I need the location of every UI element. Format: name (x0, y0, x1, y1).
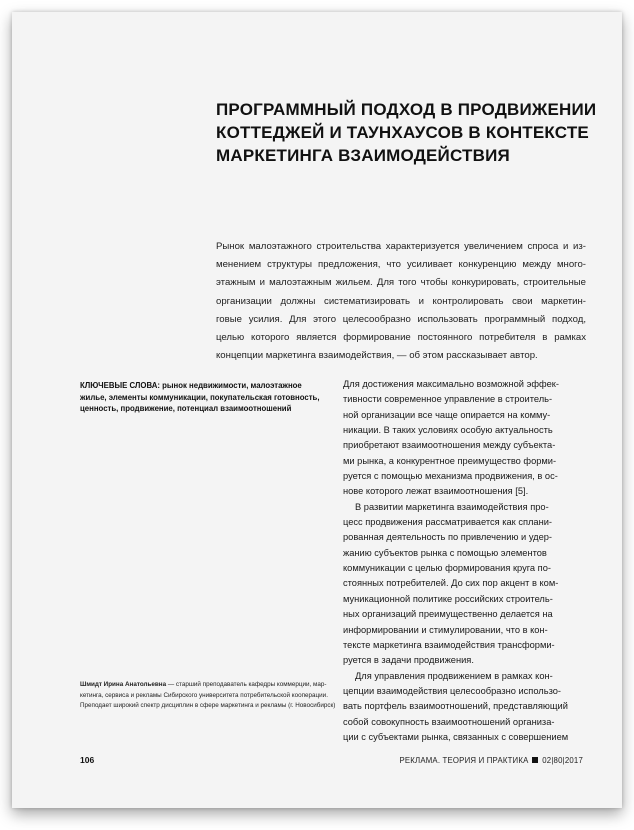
document-page (12, 12, 622, 808)
journal-footer (399, 756, 583, 765)
body-line: муникационной политике российских строитель- (343, 593, 553, 604)
article-body-column (343, 377, 591, 745)
body-line: руется в задачи продвижения. (343, 655, 474, 666)
body-line: собой совокупность взаимоотношений организа- (343, 716, 555, 727)
abstract-line: концепции маркетинга взаимодействия, — об этом рассказывает автор. (216, 350, 538, 362)
abstract-line: целью которого является формирование постоянного потребителя в рамках (216, 332, 586, 344)
body-line: вать портфель взаимоотношений, представляющий (343, 701, 568, 712)
author-info (80, 680, 336, 712)
author-description: — старший преподаватель кафедры коммерции, мар- (166, 681, 327, 688)
article-title (216, 98, 606, 167)
body-line: коммуникации с целью формирования круга по- (343, 563, 551, 574)
article-abstract (216, 238, 586, 365)
article-title-line: КОТТЕДЖЕЙ И ТАУНХАУСОВ В КОНТЕКСТЕ (216, 123, 589, 142)
article-title-line: МАРКЕТИНГА ВЗАИМОДЕЙСТВИЯ (216, 146, 510, 165)
body-line: рованная деятельность по привлечению и удер- (343, 532, 553, 543)
body-line: жанию субъектов рынка с помощью элементов (343, 547, 547, 558)
body-line: ции с субъектами рынка, связанных с совершением (343, 731, 569, 742)
author-line: Преподает широкий спектр дисциплин в сфере маркетинга и рекламы (г. Новосибирск) (80, 702, 336, 710)
journal-issue: 02|80|2017 (542, 756, 583, 765)
body-line: ми рынка, а конкурентное преимущество форми- (343, 455, 557, 466)
keywords-line: КЛЮЧЕВЫЕ СЛОВА: рынок недвижимости, малоэтажное (80, 381, 302, 390)
keywords-line: жилье, элементы коммуникации, покупательская готовность, (80, 392, 320, 402)
abstract-line: этажным и малоэтажным жильем. Для того чтобы конкурировать, строительные (216, 277, 586, 289)
body-line: никации. В таких условиях особую актуальность (343, 425, 553, 436)
body-line: стоянных потребителей. До сих пор акцент в ком- (343, 578, 559, 589)
body-line: цепции взаимодействия целесообразно использо- (343, 685, 561, 696)
page-number: 106 (80, 755, 95, 765)
body-line: тексте маркетинга взаимодействия трансформи- (343, 639, 555, 650)
body-line: приобретают взаимоотношения между субъекта- (343, 440, 556, 451)
body-line: Для достижения максимально возможной эффек- (343, 379, 559, 389)
author-line (80, 680, 336, 691)
body-line: В развитии маркетинга взаимодействия про- (355, 501, 549, 512)
body-line: ной организации все чаще опирается на комму- (343, 409, 551, 420)
abstract-line: организации должны систематизировать и контролировать свои маркетин- (216, 295, 586, 307)
author-name: Шмидт Ирина Анатольевна (80, 681, 167, 688)
keywords-line: ценность, продвижение, потенциал взаимоотношений (80, 404, 292, 414)
body-line: тивности современное управление в строитель- (343, 394, 553, 405)
abstract-line: менением структуры предложения, что усиливает конкуренцию между много- (216, 259, 586, 271)
body-line: цесс продвижения рассматривается как сплани- (343, 517, 553, 528)
article-title-line: ПРОГРАММНЫЙ ПОДХОД В ПРОДВИЖЕНИИ (216, 100, 597, 119)
abstract-line: Рынок малоэтажного строительства характеризуется увеличением спроса и из- (216, 241, 586, 252)
body-line: руется с помощью механизма продвижения, в ос- (343, 471, 558, 482)
body-line: нове которого лежат взаимоотношения [5]. (343, 486, 529, 497)
abstract-line: говые усилия. Для этого целесообразно использовать программный подход, (216, 313, 586, 325)
keywords-block (80, 380, 332, 415)
body-line: Для управления продвижением в рамках кон- (355, 670, 553, 681)
journal-name: РЕКЛАМА. ТЕОРИЯ И ПРАКТИКА (399, 756, 529, 765)
body-line: информировании и стимулировании, что в кон- (343, 624, 548, 635)
author-line: кетинга, сервиса и рекламы Сибирского университета потребительской кооперации. (80, 691, 328, 699)
body-line: ных организаций преимущественно делается на (343, 609, 553, 620)
square-bullet-icon (532, 757, 538, 763)
